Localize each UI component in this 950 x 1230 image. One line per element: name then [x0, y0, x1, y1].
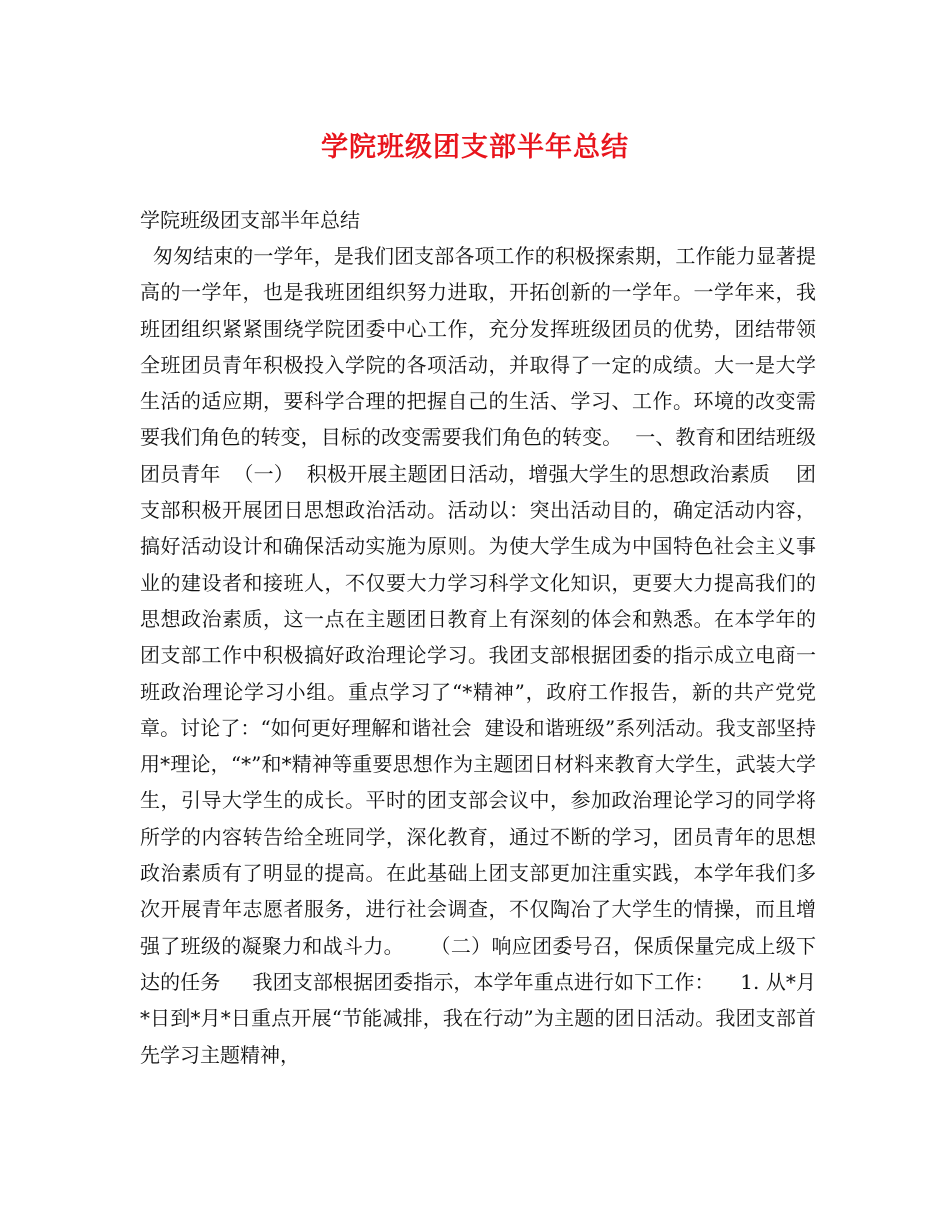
- document-title: 学院班级团支部半年总结: [321, 132, 629, 163]
- document-subtitle: 学院班级团支部半年总结: [140, 208, 360, 232]
- document-body: 匆匆结束的一学年，是我们团支部各项工作的积极探索期，工作能力显著提高的一学年，也是我班团组织努力进取，开拓创新的一学年。一学年来，我班团组织紧紧围绕学院团委中心工作，充分发挥班级团员的优势，团结带领全班团员青年积极投入学院的各项活动，并取得了一定的成绩。大一是大学生活的适应期，要科学合理的把握自己的生活、学习、工作。环境的改变需要我们角色的转变，目标的改变需要我们角色的转变。 一、教育和团结班级团员青年 （一） 积极开展主题团日活动，增强大学生的思想政治素质 团支部积极开展团日思想政治活动。活动以：突出活动目的，确定活动内容，搞好活动设计和确保活动实施为原则。为使大学生成为中国特色社会主义事业的建设者和接班人，不仅要大力学习科学文化知识，更要大力提高我们的思想政治素质，这一点在主题团日教育上有深刻的体会和熟悉。在本学年的团支部工作中积极搞好政治理论学习。我团支部根据团委的指示成立电商一班政治理论学习小组。重点学习了“*精神”，政府工作报告，新的共产党党章。讨论了：“如何更好理解和谐社会 建设和谐班级”系列活动。我支部坚持用*理论，“*”和*精神等重要思想作为主题团日材料来教育大学生，武装大学生，引导大学生的成长。平时的团支部会议中，参加政治理论学习的同学将所学的内容转告给全班同学，深化教育，通过不断的学习，团员青年的思想政治素质有了明显的提高。在此基础上团支部更加注重实践，本学年我们多次开展青年志愿者服务，进行社会调查，不仅陶冶了大学生的情操，而且增强了班级的凝聚力和战斗力。 （二）响应团委号召，保质保量完成上级下达的任务 我团支部根据团委指示，本学年重点进行如下工作： 1. 从*月*日到*月*日重点开展“节能减排，我在行动”为主题的团日活动。我团支部首先学习主题精神，: [140, 244, 817, 1067]
